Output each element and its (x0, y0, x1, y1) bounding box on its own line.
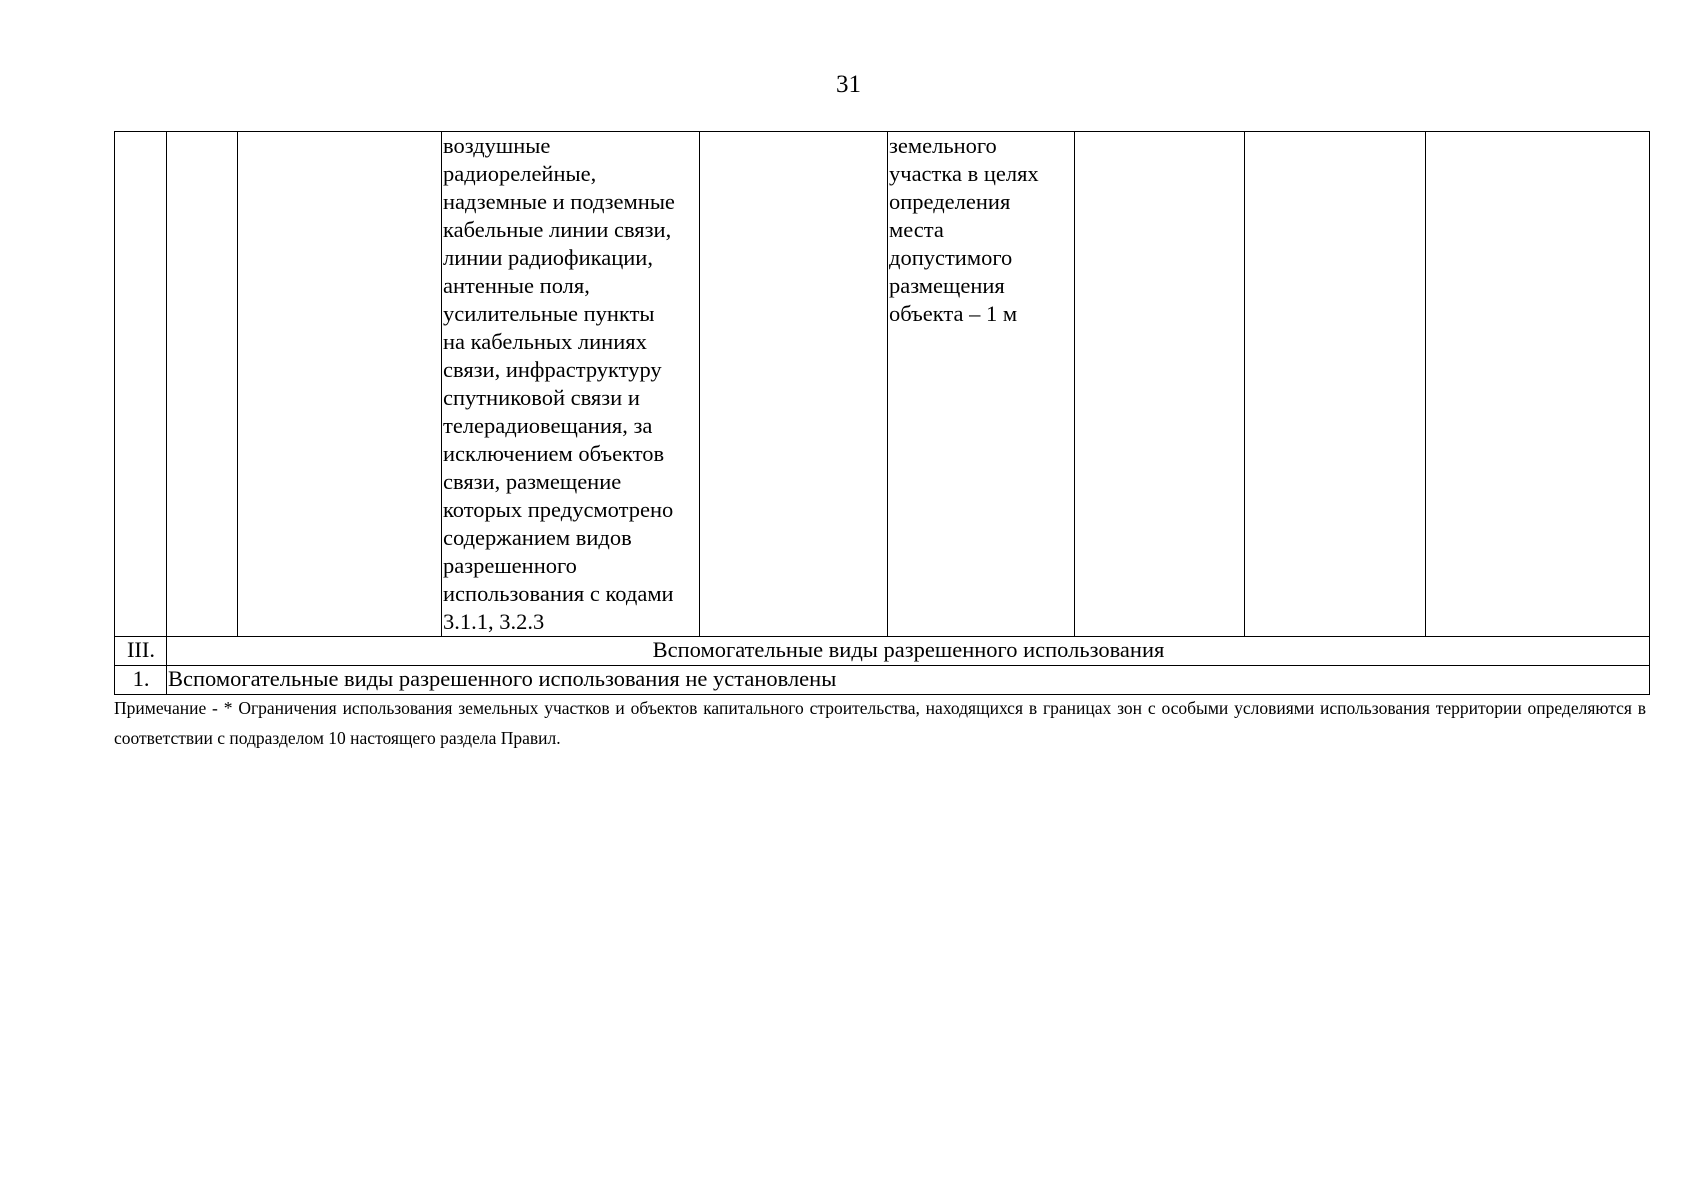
cell-empty-3 (1245, 132, 1426, 637)
item-number: 1. (115, 666, 167, 695)
item-text: Вспомогательные виды разрешенного использования не установлены (167, 666, 1650, 695)
cell-code (167, 132, 238, 637)
cell-use-name (238, 132, 442, 637)
cell-number (115, 132, 167, 637)
section-title: Вспомогательные виды разрешенного использования (167, 637, 1650, 666)
cell-empty-1 (700, 132, 888, 637)
section-row (115, 637, 1650, 666)
cell-empty-2 (1075, 132, 1245, 637)
item-row (115, 666, 1650, 695)
cell-parameters: земельного участка в целях определения места допустимого размещения объекта – 1 м (888, 132, 1075, 637)
section-number: III. (115, 637, 167, 666)
land-use-table (114, 131, 1650, 695)
page-number: 31 (836, 71, 861, 98)
continuation-row (115, 132, 1650, 637)
footnote: Примечание - * Ограничения использования земельных участков и объектов капитального строительства, находящихся в границах зон с особыми условиями использования территории определяются в соответствии с подразделом 10 настоящего раздела Правил. (114, 698, 1646, 748)
cell-empty-4 (1426, 132, 1650, 637)
cell-permitted-use-description: воздушные радиорелейные, надземные и подземные кабельные линии связи, линии радиофикации, антенные поля, усилительные пункты на кабельных линиях связи, инфраструктуру спутниковой связи и телерадиовещания, за исключением объектов связи, размещение которых предусмотрено содержанием видов разрешенного использования с кодами 3.1.1, 3.2.3 (442, 132, 700, 637)
